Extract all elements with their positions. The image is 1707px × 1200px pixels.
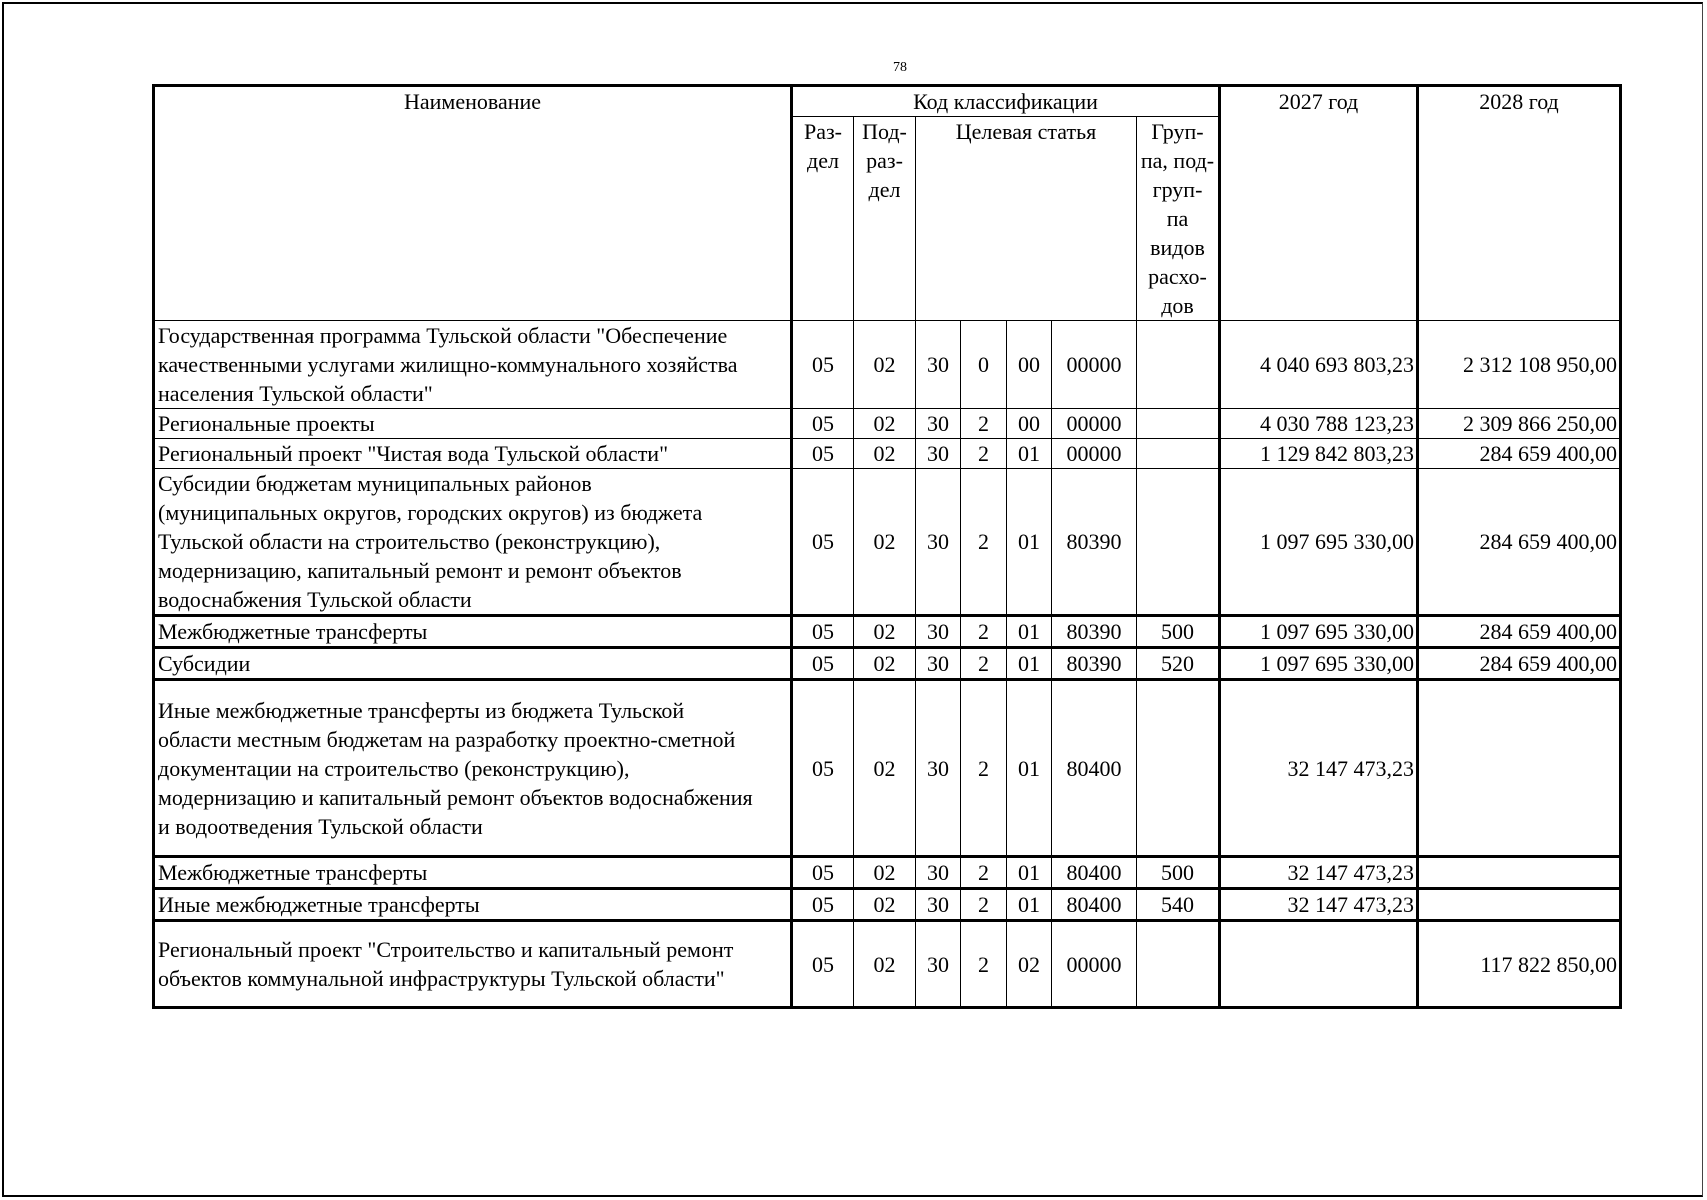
- cell-target-3: 01: [1007, 857, 1052, 889]
- cell-group: [1137, 680, 1220, 857]
- row-name-line: модернизацию, капитальный ремонт и ремонт объектов: [158, 558, 682, 583]
- cell-target-2: 2: [961, 921, 1007, 1008]
- cell-group: [1137, 921, 1220, 1008]
- cell-target-4: 80390: [1052, 648, 1137, 680]
- cell-group: [1137, 321, 1220, 409]
- cell-target-2: 2: [961, 889, 1007, 921]
- cell-2028: 284 659 400,00: [1418, 648, 1621, 680]
- cell-target-3: 01: [1007, 616, 1052, 648]
- table-row: [154, 921, 1621, 1008]
- cell-2027: [1220, 921, 1418, 1008]
- cell-target-3: 02: [1007, 921, 1052, 1008]
- cell-podrazdel: 02: [854, 857, 916, 889]
- table-row: [154, 469, 1621, 616]
- cell-target-3: 01: [1007, 889, 1052, 921]
- cell-2027: 32 147 473,23: [1220, 857, 1418, 889]
- row-name-line: Межбюджетные трансферты: [158, 860, 428, 885]
- cell-target-1: 30: [916, 469, 961, 616]
- cell-2027: 32 147 473,23: [1220, 680, 1418, 857]
- row-name-line: Субсидии: [158, 651, 251, 676]
- cell-razdel: 05: [792, 889, 854, 921]
- cell-target-4: 00000: [1052, 409, 1137, 439]
- cell-razdel: 05: [792, 409, 854, 439]
- cell-2027: 1 097 695 330,00: [1220, 469, 1418, 616]
- cell-target-4: 80400: [1052, 857, 1137, 889]
- cell-target-4: 80390: [1052, 469, 1137, 616]
- budget-table: [152, 84, 1622, 1009]
- row-name-line: модернизацию и капитальный ремонт объектов водоснабжения: [158, 784, 753, 810]
- row-name: [154, 857, 792, 889]
- row-name-line: Региональный проект "Чистая вода Тульской области": [158, 441, 669, 466]
- row-name: [154, 648, 792, 680]
- cell-target-3: 01: [1007, 469, 1052, 616]
- cell-podrazdel: 02: [854, 469, 916, 616]
- row-name-line: объектов коммунальной инфраструктуры Тульской области": [158, 966, 725, 991]
- row-name: [154, 439, 792, 469]
- cell-group: [1137, 439, 1220, 469]
- row-name: [154, 321, 792, 409]
- cell-2027: 1 097 695 330,00: [1220, 648, 1418, 680]
- cell-2028: 117 822 850,00: [1418, 921, 1621, 1008]
- row-name-line: (муниципальных округов, городских округов) из бюджета: [158, 500, 703, 525]
- cell-podrazdel: 02: [854, 680, 916, 857]
- header-group-line: па, под-: [1140, 148, 1215, 173]
- table-row: [154, 439, 1621, 469]
- row-name: [154, 409, 792, 439]
- cell-target-3: 01: [1007, 680, 1052, 857]
- header-podrazdel-line: дел: [868, 177, 901, 202]
- header-podrazdel-line: Под-: [862, 119, 907, 144]
- header-year-2028: 2028 год: [1418, 86, 1621, 321]
- cell-razdel: 05: [792, 648, 854, 680]
- row-name: [154, 616, 792, 648]
- row-name-line: области местным бюджетам на разработку проектно-сметной: [158, 726, 736, 752]
- header-group-line: дов: [1161, 293, 1194, 318]
- cell-podrazdel: 02: [854, 921, 916, 1008]
- cell-target-1: 30: [916, 889, 961, 921]
- row-name-line: Региональные проекты: [158, 411, 375, 436]
- cell-target-2: 2: [961, 469, 1007, 616]
- cell-2027: 4 030 788 123,23: [1220, 409, 1418, 439]
- cell-target-3: 00: [1007, 321, 1052, 409]
- header-group-line: Груп-: [1151, 119, 1204, 144]
- cell-target-1: 30: [916, 857, 961, 889]
- header-razdel: [792, 117, 854, 321]
- cell-podrazdel: 02: [854, 439, 916, 469]
- cell-2028: 2 309 866 250,00: [1418, 409, 1621, 439]
- table-row: [154, 889, 1621, 921]
- header-podrazdel: [854, 117, 916, 321]
- cell-razdel: 05: [792, 921, 854, 1008]
- header-group-line: видов: [1150, 235, 1205, 260]
- cell-target-2: 2: [961, 439, 1007, 469]
- header-year-2027: 2027 год: [1220, 86, 1418, 321]
- cell-target-1: 30: [916, 439, 961, 469]
- cell-target-1: 30: [916, 921, 961, 1008]
- row-name-line: Государственная программа Тульской области "Обеспечение: [158, 323, 728, 348]
- header-group: [1137, 117, 1220, 321]
- row-name-line: Региональный проект "Строительство и капитальный ремонт: [158, 937, 734, 962]
- cell-group: [1137, 409, 1220, 439]
- table-row: [154, 857, 1621, 889]
- cell-target-3: 01: [1007, 439, 1052, 469]
- cell-target-4: 00000: [1052, 321, 1137, 409]
- cell-group: 520: [1137, 648, 1220, 680]
- row-name-line: водоснабжения Тульской области: [158, 587, 472, 612]
- cell-group: 500: [1137, 857, 1220, 889]
- header-target: Целевая статья: [916, 117, 1137, 321]
- row-name-line: населения Тульской области": [158, 381, 433, 406]
- cell-group: 540: [1137, 889, 1220, 921]
- cell-target-3: 00: [1007, 409, 1052, 439]
- cell-2028: [1418, 857, 1621, 889]
- cell-target-1: 30: [916, 321, 961, 409]
- header-code-group: Код классификации: [792, 86, 1220, 117]
- header-podrazdel-line: раз-: [866, 148, 903, 173]
- cell-podrazdel: 02: [854, 889, 916, 921]
- row-name-line: Иные межбюджетные трансферты из бюджета Тульской: [158, 697, 685, 723]
- cell-2027: 4 040 693 803,23: [1220, 321, 1418, 409]
- cell-razdel: 05: [792, 321, 854, 409]
- cell-group: [1137, 469, 1220, 616]
- table-row: [154, 680, 1621, 857]
- cell-podrazdel: 02: [854, 409, 916, 439]
- cell-podrazdel: 02: [854, 648, 916, 680]
- cell-razdel: 05: [792, 439, 854, 469]
- row-name-line: качественными услугами жилищно-коммунального хозяйства: [158, 352, 738, 377]
- cell-razdel: 05: [792, 469, 854, 616]
- row-name-line: и водоотведения Тульской области: [158, 813, 483, 839]
- header-group-line: груп-: [1152, 177, 1203, 202]
- cell-target-4: 80390: [1052, 616, 1137, 648]
- cell-razdel: 05: [792, 857, 854, 889]
- cell-2028: 284 659 400,00: [1418, 469, 1621, 616]
- table-row: [154, 648, 1621, 680]
- cell-2027: 1 129 842 803,23: [1220, 439, 1418, 469]
- table-row: [154, 321, 1621, 409]
- header-group-line: па: [1166, 206, 1189, 231]
- cell-group: 500: [1137, 616, 1220, 648]
- cell-target-2: 2: [961, 409, 1007, 439]
- header-name: Наименование: [154, 86, 792, 321]
- cell-target-2: 2: [961, 616, 1007, 648]
- row-name: [154, 889, 792, 921]
- cell-target-4: 80400: [1052, 889, 1137, 921]
- row-name-line: документации на строительство (реконструкцию),: [158, 755, 630, 781]
- cell-target-4: 80400: [1052, 680, 1137, 857]
- row-name: [154, 469, 792, 616]
- cell-target-2: 0: [961, 321, 1007, 409]
- page-number: 78: [893, 60, 907, 75]
- cell-target-1: 30: [916, 680, 961, 857]
- cell-target-3: 01: [1007, 648, 1052, 680]
- cell-target-4: 00000: [1052, 921, 1137, 1008]
- cell-2028: 284 659 400,00: [1418, 439, 1621, 469]
- cell-target-1: 30: [916, 409, 961, 439]
- header-razdel-line: Раз-: [803, 119, 843, 144]
- cell-target-4: 00000: [1052, 439, 1137, 469]
- cell-2028: [1418, 680, 1621, 857]
- row-name: [154, 921, 792, 1008]
- cell-razdel: 05: [792, 680, 854, 857]
- cell-target-2: 2: [961, 857, 1007, 889]
- row-name-line: Субсидии бюджетам муниципальных районов: [158, 471, 592, 496]
- cell-podrazdel: 02: [854, 321, 916, 409]
- row-name-line: Тульской области на строительство (реконструкцию),: [158, 529, 661, 554]
- cell-2027: 32 147 473,23: [1220, 889, 1418, 921]
- cell-target-1: 30: [916, 648, 961, 680]
- row-name-line: Межбюджетные трансферты: [158, 619, 428, 644]
- cell-target-1: 30: [916, 616, 961, 648]
- cell-2028: 284 659 400,00: [1418, 616, 1621, 648]
- header-razdel-line: дел: [807, 148, 839, 173]
- row-name: [154, 680, 792, 857]
- cell-target-2: 2: [961, 648, 1007, 680]
- table-row: [154, 409, 1621, 439]
- header-group-line: расхо-: [1148, 264, 1207, 289]
- cell-2027: 1 097 695 330,00: [1220, 616, 1418, 648]
- cell-2028: 2 312 108 950,00: [1418, 321, 1621, 409]
- table-row: [154, 616, 1621, 648]
- cell-2028: [1418, 889, 1621, 921]
- cell-podrazdel: 02: [854, 616, 916, 648]
- cell-target-2: 2: [961, 680, 1007, 857]
- row-name-line: Иные межбюджетные трансферты: [158, 892, 480, 917]
- cell-razdel: 05: [792, 616, 854, 648]
